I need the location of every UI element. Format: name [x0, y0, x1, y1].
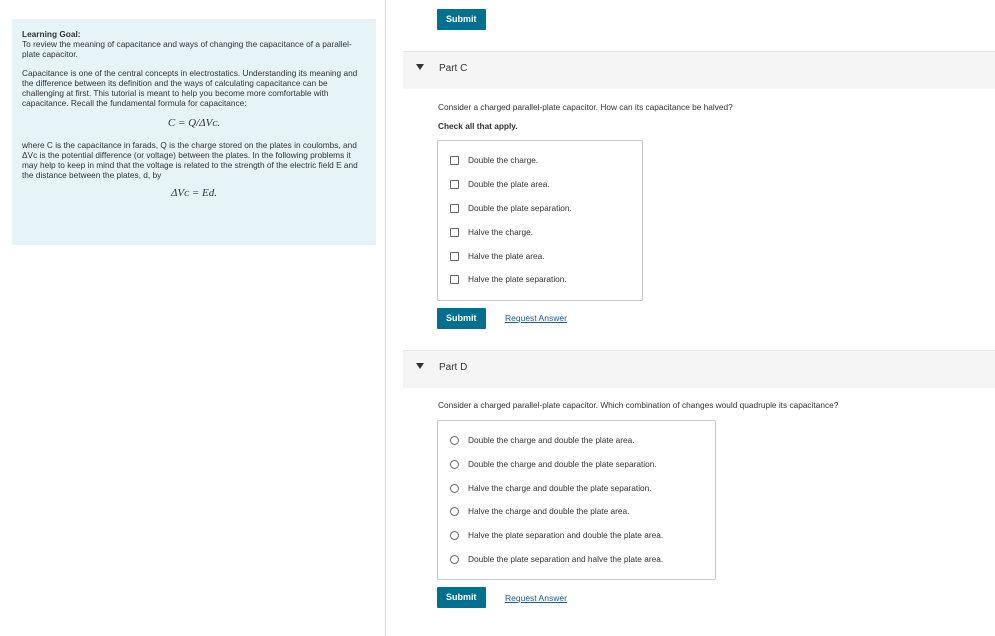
part-c-header[interactable]	[403, 51, 995, 89]
learning-goal-body-2: where C is the capacitance in farads, Q is the charge stored on the plates in coulombs, and ΔVᴄ is the potential difference (or voltage) between the plates. In the following problems it may help to keep in mind that the voltage is related to the strength of the electric field E and the distance between the plates, d, by	[22, 140, 358, 180]
checkbox[interactable]	[450, 204, 459, 213]
column-divider	[385, 0, 386, 636]
part-c-submit-button[interactable]: Submit	[437, 308, 486, 329]
radio-button[interactable]	[450, 507, 459, 516]
checkbox[interactable]	[450, 228, 459, 237]
part-d-title: Part D	[439, 362, 468, 373]
checkbox[interactable]	[450, 252, 459, 261]
checkbox[interactable]	[450, 275, 459, 284]
radio-button[interactable]	[450, 460, 459, 469]
learning-goal-title: Learning Goal:	[22, 29, 81, 39]
learning-goal-body-1: Capacitance is one of the central concepts in electrostatics. Understanding its meaning and the difference between its definition and the ways of calculating capacitance can be challenging at first. This tutorial is meant to help you become more comfortable with capacitance. Recall the fundamental formula for capacitance:	[22, 68, 358, 108]
checkbox[interactable]	[450, 156, 459, 165]
part-d-request-answer-link[interactable]: Request Answer	[505, 593, 567, 603]
part-b-submit-button[interactable]: Submit	[437, 9, 486, 30]
part-d-prompt: Consider a charged parallel-plate capacitor. Which combination of changes would quadruple its capacitance?	[438, 400, 839, 410]
collapse-triangle-icon[interactable]	[416, 64, 424, 70]
checkbox[interactable]	[450, 180, 459, 189]
capacitance-formula: C = Q/ΔVᴄ.	[167, 117, 221, 129]
radio-button[interactable]	[450, 436, 459, 445]
part-c-instruction: Check all that apply.	[438, 121, 518, 131]
part-d-options: Double the charge and double the plate area. Double the charge and double the plate separation. Halve the charge and double the plate separation. Halve the charge and double the plate area. Halve the plate separation and double the plate area. Double the plate separation and halve the plate area.	[437, 420, 716, 580]
radio-button[interactable]	[450, 555, 459, 564]
part-d-header[interactable]	[403, 350, 995, 388]
part-c-title: Part C	[439, 63, 468, 74]
part-c-options: Double the charge. Double the plate area. Double the plate separation. Halve the charge. Halve the plate area. Halve the plate separation.	[437, 140, 643, 301]
radio-button[interactable]	[450, 531, 459, 540]
part-d-submit-button[interactable]: Submit	[437, 587, 486, 608]
voltage-formula: ΔVᴄ = Ed.	[170, 187, 218, 199]
collapse-triangle-icon[interactable]	[416, 363, 424, 369]
part-c-request-answer-link[interactable]: Request Answer	[505, 313, 567, 323]
part-c-prompt: Consider a charged parallel-plate capacitor. How can its capacitance be halved?	[438, 102, 733, 112]
learning-goal-panel	[12, 19, 376, 245]
learning-goal-intro: To review the meaning of capacitance and ways of changing the capacitance of a parallel-plate capacitor.	[22, 39, 352, 59]
radio-button[interactable]	[450, 484, 459, 493]
